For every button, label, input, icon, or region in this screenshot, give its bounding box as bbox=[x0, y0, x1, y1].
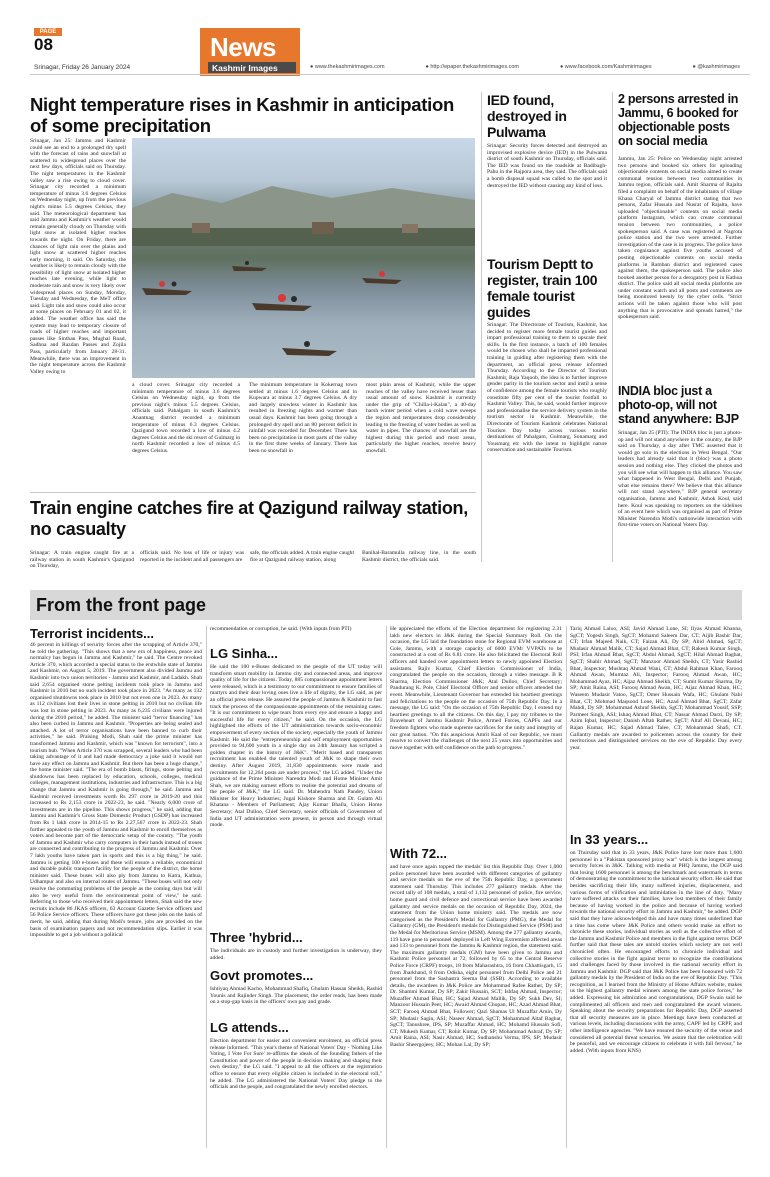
lead-story-col3: The minimum temperature in Kokernag town settled at minus 1.6 degrees Celsius and in Kupwara at minus 3.7 degrees Celsius. A dry and largely snowless winter in Kashmir has resulted in freezing nights and warmer than usual days. Kashmir has been going through a prolonged dry spell and an 80 percent deficit in rainfall was recorded for December. There has been no precipitation in most parts of the valley in the first three weeks of January. There has been no snowfall in bbox=[249, 382, 357, 454]
masthead-rule bbox=[30, 74, 750, 75]
train-story-col2: officials said. No loss of life or injury was reported in the incident and all passengers are bbox=[140, 550, 244, 563]
page-label: PAGE bbox=[34, 28, 62, 36]
tourism-story-text: Srinagar: The Directorate of Tourism, Kashmir, has decided to register more female tourist guides and impart professional training to them to upscale their skills. In the first instance, a batch of 100 females would be chosen who shall be imparted professional training in guiding after registering them with the department, an official press release informed Thursday. According to the Director of Tourism Kashmir, Raja Yaqoob, the idea is to further improve gender parity in the tourism sector and instil a sense of confidence among the female tourists who roughly constitute fifty per cent of the tourist footfall to Kashmir Valley. This, he said, would further improve and professionalise the service delivery system in the tourism sector in Kashmir. Meanwhile, the Directorate of Tourism Kashmir celebrates National Tourism Day today across various tourist destinations of Pahalgam, Gulmarg, Sonamarg and Yousmarg etc with the intent to highlight nature conservation and sustainable Tourism. bbox=[487, 322, 607, 454]
train-story-col1: Srinagar: A train engine caught fire at a railway station in south Kashmir's Qazigund on Thursday, bbox=[30, 550, 134, 570]
tourism-headline: Tourism Deptt to register, train 100 female tourist guides bbox=[487, 256, 598, 320]
page-number: 08 bbox=[34, 35, 53, 54]
lg-attends-heading: LG attends... bbox=[210, 1020, 289, 1035]
twitter-icon: ● bbox=[692, 64, 698, 70]
govt-promotes-text: Ishtiyaq Ahmad Kacho, Mohammad Shafiq, Ghulam Hassan Sheikh, Rashid Younis and Rajinder Singh. The placement, the order reads, has been made on a stop-gap basis in the officers' own pay and grade. bbox=[210, 986, 382, 1006]
train-story-col4: Banihal-Baramulla railway line, in the south Kashmir district, the officials said. bbox=[362, 550, 476, 563]
lead-story-col4: most plain areas of Kashmir, while the upper reaches of the valley have received lesser than usual amount of snow. Kashmir is currently under the grip of "Chilla-i-Kalan", a 40-day harsh winter period when a cold wave sweeps the region and temperatures drop considerably leading to the freezing of water bodies as well as water in pipes. The chances of snowfall are the highest during this period and most areas, particularly the higher reaches, receive heavy snowfall. bbox=[366, 382, 476, 454]
globe-icon: ● bbox=[310, 64, 315, 70]
web-link[interactable]: ● www.thekashmirimages.com bbox=[310, 64, 385, 70]
lead-story-col1: Srinagar, Jan 25: Jammu and Kashmir could see an end to a prolonged dry spell with the forecast of rains and snowfall at scattered to widespread places over the next few days, officials said on Thursday. The night temperatures in the Kashmir valley saw a rise owing to cloud cover. Srinagar city recorded a minimum temperature of minus 3.6 degrees Celsius on Wednesday night, up from the previous night's minus 5.5 degrees Celsius, they said. The meteorological department has said Jammu and Kashmir's weather would remain generally cloudy on Thursday with light snow at isolated higher reaches towards the night. On Friday, there are chances of light rain over the plains and light snow at scattered higher reaches early morning, it said. On Saturday, the weather is likely to remain cloudy with the possibility of light snow at isolated higher reaches late evening, while light to moderate rain and snow is very likely over widespread places on Sunday, Monday, Tuesday and Wednesday, the MeT office said. Light rain and snow could also occur at some places on February 01 and 02, it added. The weather office has said the system may lead to temporary closure of roads of higher reaches and important passes like Sinthan Pass, Mughal Road, Sadhna and Razdan Passes and Zojila Pass, particularly from January 28-31. Meanwhile, there was an improvement in the night temperature across the Kashmir Valley owing to bbox=[30, 138, 126, 375]
facebook-link[interactable]: ● www.facebook.com/Kashmirimages bbox=[559, 64, 652, 70]
terrorist-incidents-heading: Terrorist incidents... bbox=[30, 626, 155, 641]
lg-sinha-text: He said the 100 e-Buses dedicated to the people of the UT today will transform smart mobility in Jammu city and connected areas, and improve quality of life for the citizens. Today, 885 compassionate appointment letters were released, which is a testimony to our commitment to ensure families of martyrs and their dear loving ones live a life of dignity, the LG said, as per an official press release. He assured the people of Jammu & Kashmir to fast track the process of the compassionate appointments of the remaining cases. "It is our commitment to wipe tears from every eye and ensure a happy and successful life for every citizen," he said. On the occasion, the LG highlighted the efforts of the UT administration towards socio-economic empowerment of every section of the society, especially the youth of Jammu Kashmir. He said the "entrepreneurship and self employment opportunities provided to 94,600 youth in a single day on 24th January has scripted a golden chapter in the history of J&K". "Merit based and transparent recruitment has enabled the talented youth of J&K to shape their own destiny. After August 2019, 31,830 appointments were made and recruitments for 12,264 posts are under process," the LG added. "Under the guidance of the Prime Minister Narendra Modi and Home Minister Amit Shah, we are making earnest efforts to realise the potential and dreams of the people of J&K," the LG said. Dr. Mahendra Nath Pandey, Union Minister for Heavy Industries; Jugal Kishore Sharma and Dr. Gulam Ali Khatana - Members of Parliament; Ajay Kumar Bhalla, Union Home Secretary; Atal Dulloo, Chief Secretary, senior officials of Government of India and UT administration were present, in person and through virtual mode. bbox=[210, 664, 382, 829]
train-story-col3: safe, the officials added. A train engine caught fire at Qazigund railway station, along bbox=[250, 550, 354, 563]
lake-boats-illustration bbox=[132, 138, 475, 378]
brand-name: Kashmir Images bbox=[212, 63, 278, 73]
govt-promotes-heading: Govt promotes... bbox=[210, 968, 314, 983]
front-page-banner bbox=[30, 590, 742, 620]
terrorist-incidents-text: 46 percent in killings of security forces after the scrapping of Article 370," he told the gathering. "This shows that a new era of happiness, peace and normalcy has begun in Jammu and Kashmir," he said. The Centre revoked Article 370, which accorded a special status to the erstwhile state of Jammu and Kashmir, on August 5, 2019. The government also divided Jammu and Kashmir into two union territories - Jammu and Kashmir, and Ladakh. Shah said 2,654 organised stone pelting incidents took place in Jammu and Kashmir in 2010 but no such incident took place in 2023. "As many as 132 organised shutdowns took place in 2010 but not even one in 2023. As many as 112 civilians lost their lives in stone pelting in 2010 but no civilian life was lost in stone pelting in 2023. As many as 6,235 civilians were injured during the 2010 period," he added. The minister said "terror financing" has also been curbed in Jammu and Kashmir. "Properties are being sealed and attached. A lot of terror organisations have been banned to curb their activities," he said. Praising Modi, Shah said the prime minister has transformed Jammu and Kashmir, which was "known for terrorism", into a tourism hub. "When Article 370 was scrapped, several leaders who had been taking advantage of it and had made democracy a joke said it would not have any effect on Jammu and Kashmir. But there has been a huge change," the home minister said. "The era of bomb blasts, firings, stone pelting and shutdowns has been replaced by education, schools, colleges, medical colleges, management institutions, industries and infrastructure. This is a big change that Jammu and Kashmir is going through," he said. Jammu and Kashmir received investments worth Rs 297 crore in 2019-20 and this increased to Rs 2,153 crore in 2022-23, he said. "Nearly 6,000 crore of investments are in the pipeline. This shows progress," he said, adding that Jammu and Kashmir's Gross State Domestic Product (GSDP) has increased from Rs 1 lakh crore in 2014-15 to Rs 2.27,567 crore in 2022-23. Shah further appealed to the youth of Jammu and Kashmir to enroll themselves as voters and become part of the democratic setup of the country. "The youth of Jammu and Kashmir who carry computers in their hands instead of stones are connected and contributing to the progress of Jammu and Kashmir. Over 7 lakh youths have taken part in sports and this is a big thing," he said. Jammu is getting 100 e-buses and these will ensure a reliable, economical and durable public transport facility for the people of the district, the home minister said. These buses will also ply from Jammu to Katra, Kathua, Udhampur and also on internal routes of Jammu. "These buses will not only resolve the commuting problems of the people as the coming days but will also be very useful from the environmental point of view," he said. Referring to those who received their appointment letters, Shah said the new recruits include 86 JKAS officers, 63 Account Gazette Service officers and 56 Police Service officers. These officers have got these jobs on the basis of merit, he said, adding that during Modi's tenure, jobs are provided on the basis of examination papers and not recommendation slips. Earlier it was impossible to get a job without a political bbox=[30, 642, 202, 939]
globe-icon: ● bbox=[425, 64, 431, 70]
col3-top-text: He appreciated the efforts of the Election department for registering 2.31 lakh new electors in J&K during the Special Summary Roll. On the occasion, the LG laid the foundation stone for Regional EVM warehouse at Gole, Jammu, with a storage capacity of 6000 EVM/ VVPATs to be constructed at a cost of Rs 6.81 crore. He also felicitated the Electoral Roll officers and handed over appointment letters to newly appointed Election assistants. Rajiv Kumar, Chief Election Commissioner of India, congratulated the people on the occasion, through a video message. B R Sharma, Election Commissioner J&K; Atal Dulloo, Chief Secretary; Pandurang K. Pole, Chief Electoral Officer and senior officers attended the event. Meanwhile, Lieutenant Governor has extended his heartiest greetings and felicitations to the people on the occasion of 75th Republic Day. In a message, the LG said: "On the occasion of 75th Republic Day, I extend my heartiest greetings to all the citizens. On this day, I pay my tributes to the Braveheart of Jammu Kashmir Police, Armed Forces, CAPFs and our freedom fighters who made supreme sacrifices for the unity and integrity of our great nation. "On this auspicious Amrit Kaal of our Republic, we must resolve to convert the challenges of the next 25 years into opportunities and move together with self confidence on the path to progress." bbox=[390, 626, 562, 751]
ied-story-text: Srinagar: Security forces detected and destroyed an improvised explosive device (IED) in the Pulwama district of south Kashmir on Thursday, officials said. The IED was found on the roadside at Badibagh-Pahu in the Rajpora area, they said. The officials said a bomb disposal squad was called to the spot and it destroyed the IED without causing any kind of loss. bbox=[487, 143, 607, 189]
dateline: Srinagar, Friday 26 January 2024 bbox=[34, 64, 131, 71]
lead-photo bbox=[132, 138, 475, 378]
section-title: News bbox=[210, 32, 276, 62]
lg-attends-text: Election department for easier and convenient enrolment, an official press release informed. "This year's theme of National Voters' Day - 'Nothing Like Voting, I Vote For Sure' re-affirms the ideals of the founding fathers of the Constitution and power of the people in decision making and shaping their own destiny," the LG said. "I appeal to all the officers at the registration office to ensure that every eligible citizen is included in the electoral roll," he added. The LG administered the National Voters' Day pledge to the officials and the people, and congratulated the newly enrolled electors. bbox=[210, 1038, 382, 1091]
three-hybrid-heading: Three 'hybrid... bbox=[210, 930, 303, 945]
masthead bbox=[0, 0, 770, 90]
twitter-link[interactable]: ● @kashmirimages bbox=[692, 64, 740, 70]
arrest-headline: 2 persons arrested in Jammu, 6 booked for objectionable posts on social media bbox=[618, 92, 739, 148]
lead-headline: Night temperature rises in Kashmir in anticipation of some precipitation bbox=[30, 94, 454, 136]
col4-top-text: Tariq Ahmad Laloo, ASI; Javid Ahmad Lone, SI; Ilyas Ahmad Khanna, SgCT; Yogesh Singh, SgCT; Mohamd Saleem Dar, CT; Aijib Bashir Dar, CT; Irfan Majeed Naik, CT; Faizan Ali, Dy SP; Abid Ahmad, SgCT; Mudasir Ahmad Malik, CT; Sajad Ahmad Bhat, CT; Rakesh Kumar Singh, PSI; Irfan Ahmad Bhat, SgCT; Abdul Ahmad, SgCT; Hilal Ahmad Baghat, SgCT; Shabir Ahmad, SgCT; Manzoor Ahmad Sheikh, CT; Yasir Rashid Bhat, Inspector; Mushtaq Ahmad Wani, CT; Abdul Rahman Khan, Farooq Ahmad Awan, Mumtaz Ali, Inspector; Farooq Ahmad Awan, HC; Mohammad Ayaz, HC; Aijaz Ahmad Sheikh, CT; Sumit Kumar Sharma, Dy SP; Amit Raina, ASI; Farooq Ahmad Awan, HC; Aijaz Ahmad Khan, HC; Waseem Mudasir Vatoo, SgCT; Omer Hussain Wafa, HC; Ghulam Nabi Bhat, CT; Mohmad Maqsood Lone, HC; Azad Ahmad Bhat, SgCT; Zafar Mahdi, Dy SP; Mohammad Ashraf Sheikh, SgCT; Mohammad Yousif, SSP; Parmeet Singh, ASI; Ishaq Ahmad Bhat, CT; Nassar Ahmad Darzi, Dy SP; Azim Iqbal, Inspector; Danish Aftab Rather, SgCT; Altaf Ali Devani, HC; Rajan Kumar, HC; Sajad Ahmad Talee, CT; Mohammad Shafi, CT. Gallantry medals are awarded to policemen across the country for their meritorious and distinguished services on the eve of Republic Day every year. bbox=[570, 626, 742, 751]
epaper-link[interactable]: ● http://epaper.thekashmirimages.com bbox=[425, 64, 519, 70]
india-bloc-story-text: Srinagar, Jan 25 (PTI): The INDIA bloc is just a photo-op and will not stand anywhere in the country, the BJP said on Thursday, a day after TMC asserted that it would go solo in the elections in West Bengal. "Our leaders had already said that it (bloc) was a photo session and nothing else. They clicked the photos and you will see what will happen to this alliance. You saw what happened in West Bengal, Delhi and Punjab, what else remains there? We believe that this alliance will not stand anywhere," BJP general secretary organisation, Jammu and Kashmir, Ashok Koul, said here. Koul was speaking to reporters on the sidelines of an event here which was organised as part of Prime Minister Narendra Modi's nationwide interaction with first-time voters on National Voters Day. bbox=[618, 430, 742, 529]
web-links bbox=[310, 64, 740, 70]
in-33-years-heading: In 33 years... bbox=[570, 832, 649, 847]
lg-sinha-heading: LG Sinha... bbox=[210, 646, 278, 661]
with-72-heading: With 72... bbox=[390, 846, 447, 861]
facebook-icon: ● bbox=[559, 64, 565, 70]
ied-headline: IED found, destroyed in Pulwama bbox=[487, 92, 567, 140]
train-headline: Train engine catches fire at Qazigund railway station, no casualty bbox=[30, 498, 468, 539]
three-hybrid-text: The individuals are in custody and further investigation is underway, they added. bbox=[210, 948, 382, 961]
masthead-orange-block bbox=[200, 28, 300, 76]
india-bloc-headline: INDIA bloc just a photo-op, will not stand anywhere: BJP bbox=[618, 384, 739, 426]
with-72-text: and have once again topped the medals' list this Republic Day. Over 1,000 police personnel have been awarded with different categories of gallantry and service medals on the eve of the 75th Republic Day, a government statement said Thursday. This includes 277 gallantry medals. After the record tally of 108 medals, a total of 1,132 personnel of police, fire service, home guard and civil defence and correctional service have been awarded gallantry and service medals on the occasion of Republic Day, 2024, the statement from the Union home ministry said. The medals are now categorised as the President's Medal for Gallantry (PMG), the Medal for Gallantry (GM), the President's medals for Distinguished Service (PSM) and the Medal for Meritorious Service (MSM). Among the 277 gallantry awards, 119 have gone to personnel deployed in Left Wing Extremism affected areas and 133 to personnel from the Jammu & Kashmir region, the statement said. The maximum gallantry medals (GM) have been given to Jammu and Kashmir Police personnel at 72, followed by 65 to the Central Reserve Police Force (CRPF) troops, 18 from Maharashtra, 16 from Chhattisgarh, 15 from Jharkhand, 8 from Odisha, eight personnel from Delhi Police and 21 personnel from the Sashastra Seema Bal (SSB). According to available details, the awardees in J&K Police are Mohammad Rafee Rather, Dy SP; Dr. Shammi Kumar, Dy SP; Zakir Hussain, SCT; Ishfaq Ahmad, Inspector; Muzaffer Ahmad Bhat, HC; Sajad Ahmad Mallik, Dy SP; Sukh Dev, SI; Manzoor Hussain Peer, HC; Awaid Ahmad Chopan, HC; Azad Ahmad Bhat, SCT; Farooq Ahmad Bhat, Follower; Qazi Shamas Ul Muzaffar Amin, Dy SP; Mudasir Sagin, ASI; Naseer Ahmad, SgCT; Mohammad Altaf Baghat, SgCT; Tanushree, IPS, SP; Muzaffar Ahmad, HC; Mohamd Hussain Sofi, CT; Mukesh Kumar, CT; Rohit Kumar, Dy SP; Mohammad Ashraf, Dy SP; Amit Raina, ASI; Nasir Ahmad, HC; Sudhanshu Verma, IPS, SP; Mudasir Bashir Sheergojeey, HC; Mohan Lal, Dy SP; bbox=[390, 864, 562, 1049]
front-page-banner-title: From the front page bbox=[36, 595, 206, 615]
arrest-story-text: Jammu, Jan 25: Police on Wednesday night arrested two persons and booked six others for uploading objectionable contents on social media aimed to create communal tension between two communities in Jammu region, officials said. Amit Sharma of Rajalta filed a complaint on behalf of the inhabitants of village Khana Charyal of Jammu district stating that two persons, Zafar Hussain and Nusrat of Rajalta, have uploaded "objectionable" contents on social media platform Instagram, which can create communal tension between two communities, a police spokesperson said. A case was registered at Nagrota police station and the two were arrested. Further investigation of the case is in progress. The police have taken cognisance against five youths accused of posting objectionable contents on social media platforms in Ramban district and registered cases against them, the spokesperson said. The police also booked another person for a derogatory post in Kathua district. The police said all social media platforms are under constant watch and all posts and comments are being monitored keenly by the cyber cells. "Strict actions will be taken against those who will post anything that is provocative and spreads hatred," the spokesperson said. bbox=[618, 156, 742, 321]
col2-top-text: recommendation or corruption, he said. (With inputs from PTI) bbox=[210, 626, 352, 632]
lead-story-col2: a cloud cover. Srinagar city recorded a minimum temperature of minus 3.6 degrees Celsius on Wednesday night, up from the previous night's minus 5.5 degrees Celsius, officials said. Pahalgam in south Kashmir's Anantnag district recorded a minimum temperature of minus 6.3 degrees Celsius. Qazigund town recorded a low of minus 4.2 degrees Celsius and the ski resort of Gulmarg in north Kashmir recorded a low of minus 4.5 degrees Celsius. bbox=[132, 382, 240, 454]
in-33-years-text: on Thursday said that in 33 years, J&K Police have lost more than 1,600 personnel in a "Pakistan sponsored proxy war" which is the longest among security forces in J&K. Talking with media at PHQ Jammu, the DGP said that losing 1600 personnel is among the benchmark and watermark in terms of demonstrating the commitment to the national security effort. He said that besides sacrificing their life, many suffered injuries, displacement, and various forms of vilification and intimidation in the line of duty. "Many have suffered attacks on their families, have lost members of their family because of having worked in the police and because of having worked towards the national security effort in Jammu and Kashmir," he added. DGP said that they have acknowledged this and have many times underlined that a time has come where J&K Police and others would make an effort to chronicle these stories, individual stories as well as the collective effort of the Jammu and Kashmir Police and members in the fight against terror. DGP further said that these tales are untold stories which society are not well chronicled often. He encouraged efforts to chronicle individual and collective stories in the fight against terror to recognize the contributions and challenges faced by those involved in the national security effort in Jammu and Kashmir. DGP said that J&K Police has been honoured with 72 gallantry medals by the President of India on the eve of Republic Day. "This recognition, as I learned from the Ministry of Home Affairs website, makes us the highest gallantry medal winners among the state police forces," he added. Expressing his admiration and congratulations, DGP Swain said he complimented all officers and men and congratulated the award winners. Speaking about the security preparations for Republic Day, DGP asserted that all security measures are in place. Meetings have been conducted at various levels, including discussions with the army, CAPF led by CRPF, and other intelligence agencies. "We have ensured the security of the venue and considered all potential threat scenarios. We assure that the celebration will be peaceful, and we encourage citizens to celebrate it with full fervour," he added. (With inputs from KNS) bbox=[570, 850, 742, 1054]
